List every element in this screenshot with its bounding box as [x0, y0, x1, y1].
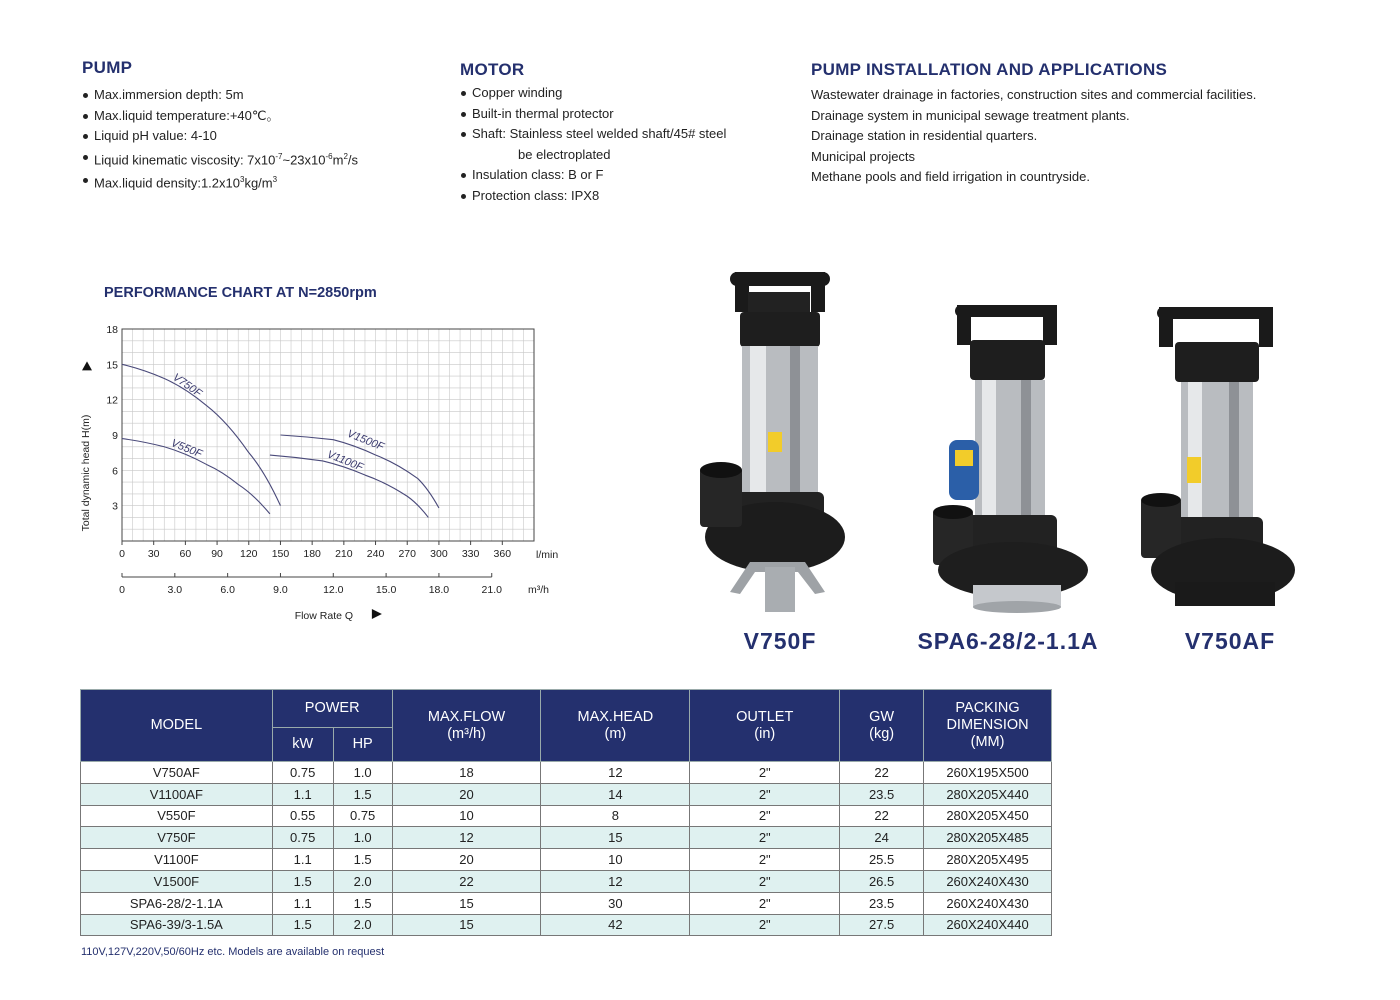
cell-outlet: 2": [690, 827, 840, 849]
x2-tick-label: 0: [119, 584, 125, 596]
footnote: 110V,127V,220V,50/60Hz etc. Models are available on request: [81, 946, 385, 958]
cell-gw: 25.5: [840, 849, 924, 871]
cell-maxhead: 42: [541, 914, 690, 936]
application-item: Wastewater drainage in factories, construction sites and commercial facilities.: [811, 87, 1257, 102]
curve-label-v1100f: V1100F: [325, 448, 365, 474]
x2-tick-label: 6.0: [220, 584, 235, 596]
y-tick-label: 9: [112, 430, 118, 442]
x-tick-label: 270: [398, 548, 416, 560]
cell-maxhead: 12: [541, 762, 690, 784]
cell-model: V1500F: [81, 870, 273, 892]
cell-model: V750AF: [81, 762, 273, 784]
x-axis-label: Flow Rate Q: [294, 610, 354, 622]
x-tick-label: 300: [430, 548, 448, 560]
cell-hp: 1.0: [333, 762, 392, 784]
cell-maxhead: 10: [541, 849, 690, 871]
cell-model: SPA6-28/2-1.1A: [81, 892, 273, 914]
x-unit-label: l/min: [536, 549, 559, 561]
cell-hp: 1.0: [333, 827, 392, 849]
cell-packing: 260X240X430: [924, 870, 1052, 892]
pump-spec-item-density: Max.liquid $density:1.2x10^3kg/m^3$: [82, 170, 442, 194]
x2-tick-label: 9.0: [273, 584, 288, 596]
cell-packing: 280X205X440: [924, 783, 1052, 805]
x-tick-label: 120: [240, 548, 258, 560]
header-gw: GW (kg): [840, 690, 924, 762]
cell-gw: 26.5: [840, 870, 924, 892]
cell-kw: 0.55: [272, 805, 333, 827]
x-tick-label: 90: [211, 548, 223, 560]
x-tick-label: 0: [119, 548, 125, 560]
spec-table: [80, 689, 1052, 936]
cell-gw: 23.5: [840, 783, 924, 805]
header-outlet: OUTLET (in): [690, 690, 840, 762]
table-row: [81, 914, 1052, 936]
cell-packing: 260X195X500: [924, 762, 1052, 784]
motor-title: MOTOR: [460, 60, 525, 79]
x-axis-arrow-icon: [372, 609, 382, 619]
y-tick-label: 6: [112, 465, 118, 478]
x2-unit-label: m³/h: [528, 584, 549, 596]
motor-spec-item: Shaft: Stainless steel welded shaft/45# steel: [460, 124, 800, 145]
cell-gw: 27.5: [840, 914, 924, 936]
pump-spec-list: [82, 85, 442, 194]
cell-kw: 0.75: [272, 827, 333, 849]
x-tick-label: 150: [271, 548, 290, 560]
motor-spec-item-continuation: be electroplated: [518, 146, 611, 162]
motor-spec-item: Copper winding: [460, 83, 800, 104]
cell-kw: 1.1: [272, 849, 333, 871]
motor-spec-item: Protection class: IPX8: [460, 186, 800, 207]
x-tick-label: 180: [303, 548, 321, 560]
cell-model: V1100F: [81, 849, 273, 871]
applications-title: PUMP INSTALLATION AND APPLICATIONS: [811, 60, 1168, 79]
y-axis-label: Total dynamic head H(m): [80, 414, 92, 532]
cell-maxhead: 12: [541, 870, 690, 892]
cell-outlet: 2": [690, 914, 840, 936]
cell-gw: 24: [840, 827, 924, 849]
cell-maxflow: 15: [392, 892, 541, 914]
cell-kw: 1.1: [272, 892, 333, 914]
cell-kw: 1.1: [272, 783, 333, 805]
cell-outlet: 2": [690, 870, 840, 892]
cell-hp: 1.5: [333, 783, 392, 805]
cell-outlet: 2": [690, 892, 840, 914]
pump-image-v750af: [1135, 302, 1295, 612]
x2-tick-label: 18.0: [428, 584, 450, 596]
header-hp: HP: [333, 728, 392, 762]
curve-label-v1500f: V1500F: [345, 427, 386, 454]
cell-maxflow: 18: [392, 762, 541, 784]
cell-hp: 2.0: [333, 870, 392, 892]
cell-hp: 1.5: [333, 892, 392, 914]
cell-outlet: 2": [690, 762, 840, 784]
cell-hp: 0.75: [333, 805, 392, 827]
y-axis-arrow-icon: [82, 361, 92, 370]
pump-spec-item: Max.liquid temperature:+40℃。: [82, 106, 442, 127]
x-tick-label: 30: [147, 548, 160, 560]
cell-maxflow: 12: [392, 827, 541, 849]
cell-packing: 280X205X450: [924, 805, 1052, 827]
pump-spec-item: Max.immersion depth: 5m: [82, 85, 442, 106]
pump-image-spa6-28: [925, 300, 1095, 615]
cell-outlet: 2": [690, 849, 840, 871]
motor-spec-list: [460, 83, 800, 206]
x2-tick-label: 21.0: [481, 584, 502, 596]
y-tick-label: 12: [106, 394, 118, 407]
cell-model: V750F: [81, 827, 273, 849]
x-tick-label: 60: [179, 548, 192, 560]
curve-label-v750f: V750F: [170, 371, 204, 400]
motor-section: [460, 60, 800, 206]
applications-list: [811, 85, 1371, 188]
application-item: Drainage station in residential quarters.: [811, 128, 1038, 143]
cell-outlet: 2": [690, 805, 840, 827]
x-tick-label: 330: [461, 548, 480, 560]
chart-title: PERFORMANCE CHART AT N=2850rpm: [104, 285, 377, 301]
table-row: [81, 849, 1052, 871]
x2-tick-label: 3.0: [167, 584, 183, 596]
cell-maxflow: 20: [392, 783, 541, 805]
x-tick-label: 210: [335, 548, 353, 560]
cell-model: V550F: [81, 805, 273, 827]
table-row: [81, 870, 1052, 892]
cell-maxhead: 30: [541, 892, 690, 914]
table-row: [81, 762, 1052, 784]
y-tick-label: 3: [112, 500, 118, 513]
cell-packing: 280X205X485: [924, 827, 1052, 849]
pump-title: PUMP: [82, 58, 133, 77]
table-row: [81, 805, 1052, 827]
cell-maxflow: 20: [392, 849, 541, 871]
header-maxhead: MAX.HEAD (m): [541, 690, 690, 762]
application-item: Methane pools and field irrigation in countryside.: [811, 169, 1090, 184]
product-caption-v750af: V750AF: [1184, 628, 1276, 654]
cell-maxhead: 8: [541, 805, 690, 827]
x2-tick-label: 15.0: [375, 584, 397, 596]
cell-outlet: 2": [690, 783, 840, 805]
cell-model: V1100AF: [81, 783, 273, 805]
spec-table-body: [81, 762, 1052, 936]
cell-model: SPA6-39/3-1.5A: [81, 914, 273, 936]
motor-spec-item: Built-in thermal protector: [460, 104, 800, 125]
cell-kw: 0.75: [272, 762, 333, 784]
cell-maxflow: 10: [392, 805, 541, 827]
cell-packing: 280X205X495: [924, 849, 1052, 871]
cell-packing: 260X240X440: [924, 914, 1052, 936]
cell-maxhead: 15: [541, 827, 690, 849]
cell-gw: 22: [840, 805, 924, 827]
table-row: [81, 827, 1052, 849]
header-packing: PACKING DIMENSION (MM): [924, 690, 1052, 762]
pump-section: [82, 58, 442, 194]
y-tick-label: 15: [106, 359, 118, 372]
header-power: POWER: [272, 690, 392, 728]
cell-gw: 23.5: [840, 892, 924, 914]
motor-spec-item: Insulation class: B or F: [460, 165, 800, 186]
x2-tick-label: 12.0: [323, 584, 344, 596]
cell-maxflow: 22: [392, 870, 541, 892]
cell-maxflow: 15: [392, 914, 541, 936]
table-row: [81, 892, 1052, 914]
product-caption-v750f: V750F: [743, 628, 817, 654]
header-maxflow: MAX.FLOW (m³/h): [392, 690, 541, 762]
cell-gw: 22: [840, 762, 924, 784]
cell-kw: 1.5: [272, 914, 333, 936]
cell-hp: 2.0: [333, 914, 392, 936]
pump-image-v750f: [690, 262, 870, 617]
cell-hp: 1.5: [333, 849, 392, 871]
pump-spec-item-viscosity: Liquid kinematic viscosity: $7x10^{-7}\sim 23x10^{-6}m^2/s$: [82, 147, 442, 171]
product-caption-spa6-28: SPA6-28/2-1.1A: [917, 628, 1099, 654]
curve-label-v550f: V550F: [169, 437, 204, 461]
application-item: Municipal projects: [811, 148, 916, 164]
table-row: [81, 783, 1052, 805]
x-tick-label: 360: [493, 548, 512, 560]
application-item: Drainage system in municipal sewage treatment plants.: [811, 107, 1130, 123]
pump-spec-item: Liquid pH value: 4-10: [82, 126, 442, 147]
cell-packing: 260X240X430: [924, 892, 1052, 914]
header-model: MODEL: [81, 690, 273, 762]
x-tick-label: 240: [366, 548, 385, 560]
performance-chart: [70, 315, 570, 625]
applications-section: [811, 60, 1371, 188]
y-tick-label: 18: [106, 324, 118, 336]
header-kw: kW: [272, 728, 333, 762]
cell-maxhead: 14: [541, 783, 690, 805]
cell-kw: 1.5: [272, 870, 333, 892]
